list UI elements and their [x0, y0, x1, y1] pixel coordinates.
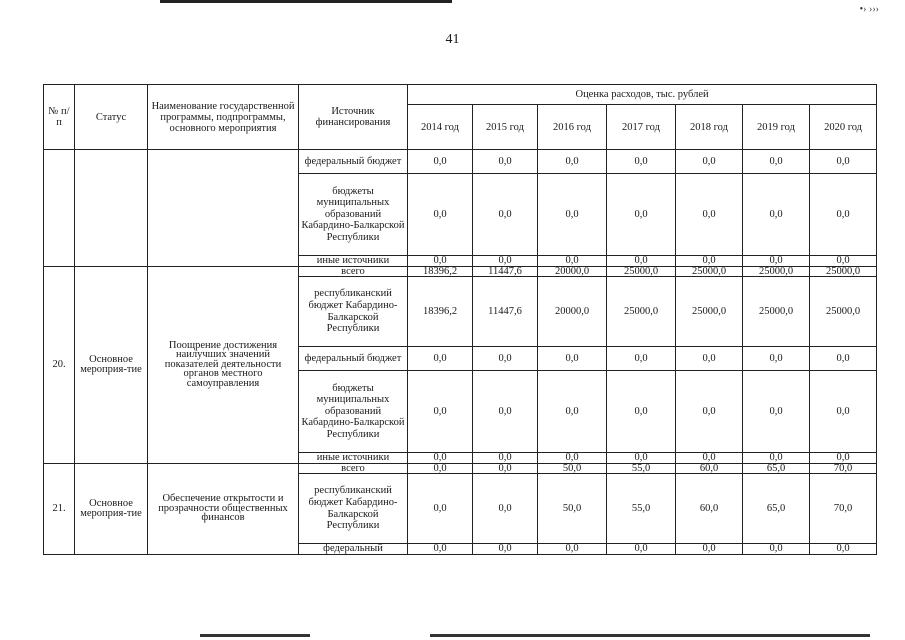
funding-source: бюджеты муниципальных образований Кабардино-Балкарской Республики	[299, 371, 408, 453]
table-row	[44, 150, 877, 174]
header-no: № п/п	[44, 85, 75, 150]
value-cell: 0,0	[810, 347, 877, 371]
value-cell: 50,0	[538, 474, 607, 544]
value-cell: 50,0	[538, 463, 607, 474]
header-status: Статус	[75, 85, 148, 150]
value-cell: 0,0	[473, 544, 538, 555]
value-cell: 55,0	[607, 463, 676, 474]
value-cell: 20000,0	[538, 277, 607, 347]
row-status	[75, 150, 148, 267]
value-cell: 0,0	[676, 347, 743, 371]
value-cell: 0,0	[743, 371, 810, 453]
header-year: 2015 год	[473, 105, 538, 150]
value-cell: 25000,0	[607, 277, 676, 347]
value-cell: 0,0	[743, 256, 810, 267]
value-cell: 0,0	[408, 174, 473, 256]
value-cell: 0,0	[538, 347, 607, 371]
funding-source: федеральный бюджет	[299, 150, 408, 174]
value-cell: 0,0	[743, 544, 810, 555]
value-cell: 0,0	[538, 371, 607, 453]
row-name	[148, 150, 299, 267]
value-cell: 0,0	[538, 150, 607, 174]
value-cell: 0,0	[810, 544, 877, 555]
value-cell: 0,0	[473, 347, 538, 371]
value-cell: 0,0	[743, 150, 810, 174]
value-cell: 0,0	[408, 544, 473, 555]
value-cell: 0,0	[810, 150, 877, 174]
row-number: 20.	[44, 266, 75, 463]
value-cell: 0,0	[408, 150, 473, 174]
value-cell: 0,0	[473, 256, 538, 267]
table-row	[44, 266, 877, 277]
value-cell: 25000,0	[743, 277, 810, 347]
header-year: 2019 год	[743, 105, 810, 150]
value-cell: 0,0	[607, 544, 676, 555]
value-cell: 0,0	[473, 474, 538, 544]
value-cell: 0,0	[538, 453, 607, 464]
value-cell: 25000,0	[676, 266, 743, 277]
value-cell: 0,0	[538, 256, 607, 267]
row-status: Основное мероприя-тие	[75, 266, 148, 463]
funding-source: иные источники	[299, 453, 408, 464]
value-cell: 0,0	[538, 544, 607, 555]
value-cell: 0,0	[473, 174, 538, 256]
value-cell: 0,0	[607, 453, 676, 464]
value-cell: 0,0	[676, 256, 743, 267]
value-cell: 0,0	[473, 371, 538, 453]
scan-edge-mark-top	[160, 0, 452, 3]
row-status: Основное мероприя-тие	[75, 463, 148, 554]
value-cell: 25000,0	[607, 266, 676, 277]
value-cell: 0,0	[676, 544, 743, 555]
header-estimate: Оценка расходов, тыс. рублей	[408, 85, 877, 105]
value-cell: 0,0	[607, 256, 676, 267]
value-cell: 55,0	[607, 474, 676, 544]
corner-mark: •› ›››	[859, 4, 879, 15]
value-cell: 0,0	[408, 453, 473, 464]
scan-edge-mark-bottom	[430, 634, 870, 637]
row-name: Поощрение достижения наилучших значений показателей деятельности органов местного самоуправления	[148, 266, 299, 463]
value-cell: 11447,6	[473, 277, 538, 347]
value-cell: 25000,0	[810, 266, 877, 277]
value-cell: 0,0	[810, 174, 877, 256]
value-cell: 11447,6	[473, 266, 538, 277]
table-row	[44, 463, 877, 474]
value-cell: 0,0	[538, 174, 607, 256]
funding-source: всего	[299, 463, 408, 474]
value-cell: 0,0	[607, 347, 676, 371]
header-year: 2017 год	[607, 105, 676, 150]
header-source: Источник финансирования	[299, 85, 408, 150]
value-cell: 0,0	[408, 256, 473, 267]
value-cell: 0,0	[676, 150, 743, 174]
value-cell: 0,0	[408, 474, 473, 544]
value-cell: 18396,2	[408, 277, 473, 347]
funding-source: республиканский бюджет Кабардино-Балкарской Республики	[299, 277, 408, 347]
funding-source: всего	[299, 266, 408, 277]
budget-table	[43, 84, 877, 555]
value-cell: 60,0	[676, 474, 743, 544]
scan-edge-mark-bottom	[200, 634, 310, 637]
value-cell: 70,0	[810, 474, 877, 544]
value-cell: 0,0	[607, 150, 676, 174]
header-year: 2018 год	[676, 105, 743, 150]
header-year: 2014 год	[408, 105, 473, 150]
value-cell: 0,0	[473, 150, 538, 174]
value-cell: 0,0	[408, 347, 473, 371]
header-year: 2016 год	[538, 105, 607, 150]
row-name: Обеспечение открытости и прозрачности общественных финансов	[148, 463, 299, 554]
value-cell: 0,0	[676, 174, 743, 256]
funding-source: бюджеты муниципальных образований Кабардино-Балкарской Республики	[299, 174, 408, 256]
value-cell: 0,0	[408, 371, 473, 453]
value-cell: 0,0	[607, 371, 676, 453]
value-cell: 0,0	[743, 174, 810, 256]
value-cell: 0,0	[810, 371, 877, 453]
value-cell: 25000,0	[676, 277, 743, 347]
value-cell: 0,0	[473, 453, 538, 464]
funding-source: иные источники	[299, 256, 408, 267]
value-cell: 0,0	[676, 453, 743, 464]
value-cell: 0,0	[743, 347, 810, 371]
row-number: 21.	[44, 463, 75, 554]
value-cell: 65,0	[743, 474, 810, 544]
value-cell: 0,0	[676, 371, 743, 453]
value-cell: 0,0	[810, 256, 877, 267]
value-cell: 0,0	[810, 453, 877, 464]
value-cell: 0,0	[607, 174, 676, 256]
table-header	[44, 85, 877, 150]
value-cell: 70,0	[810, 463, 877, 474]
value-cell: 20000,0	[538, 266, 607, 277]
value-cell: 25000,0	[810, 277, 877, 347]
funding-source: федеральный бюджет	[299, 347, 408, 371]
value-cell: 0,0	[473, 463, 538, 474]
value-cell: 0,0	[743, 453, 810, 464]
value-cell: 25000,0	[743, 266, 810, 277]
value-cell: 60,0	[676, 463, 743, 474]
value-cell: 65,0	[743, 463, 810, 474]
value-cell: 18396,2	[408, 266, 473, 277]
row-number	[44, 150, 75, 267]
header-year: 2020 год	[810, 105, 877, 150]
funding-source: республиканский бюджет Кабардино-Балкарской Республики	[299, 474, 408, 544]
value-cell: 0,0	[408, 463, 473, 474]
header-name: Наименование государственной программы, подпрограммы, основного мероприятия	[148, 85, 299, 150]
page-number: 41	[445, 32, 460, 47]
table-body	[44, 150, 877, 555]
funding-source: федеральный	[299, 544, 408, 555]
